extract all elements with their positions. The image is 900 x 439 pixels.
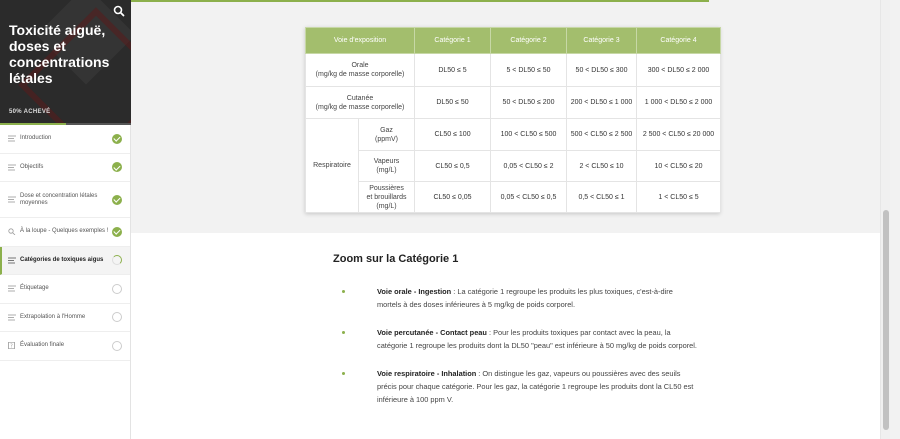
- sidebar: [0, 0, 131, 439]
- header-category-4: Catégorie 4: [637, 28, 721, 54]
- toxicity-categories-table: [305, 27, 720, 213]
- list-icon: [8, 314, 16, 321]
- not-started-icon: [112, 341, 122, 351]
- table-cell: 10 < CL50 ≤ 20: [637, 151, 721, 182]
- lesson-content: [131, 0, 890, 439]
- table-cell: 0,5 < CL50 ≤ 1: [567, 182, 637, 213]
- bullet-text: : La catégorie 1 regroupe les produits les plus toxiques, c'est-à-dire mortels à des doses inférieures à 5 mg/kg de poids corporel.: [377, 287, 673, 310]
- table-cell: DL50 ≤ 50: [415, 87, 491, 119]
- completed-check-icon: [112, 195, 122, 205]
- table-cell: 50 < DL50 ≤ 200: [491, 87, 567, 119]
- nav-item-dose-concentration[interactable]: [0, 182, 130, 218]
- nav-item-objectifs[interactable]: [0, 154, 130, 183]
- search-icon: [111, 3, 127, 19]
- nav-item-label: Catégories de toxiques aigus: [20, 256, 104, 263]
- lesson-nav: [0, 125, 130, 361]
- subroute-label: Vapeurs (mg/L): [359, 151, 415, 182]
- nav-item-label: Étiquetage: [20, 285, 49, 292]
- table-cell: 2 500 < CL50 ≤ 20 000: [637, 119, 721, 151]
- header-category-1: Catégorie 1: [415, 28, 491, 54]
- completed-check-icon: [112, 162, 122, 172]
- route-label: Orale (mg/kg de masse corporelle): [306, 54, 415, 87]
- header-category-3: Catégorie 3: [567, 28, 637, 54]
- quiz-icon: [8, 342, 16, 349]
- table-cell: 5 < DL50 ≤ 50: [491, 54, 567, 87]
- list-icon: [8, 135, 16, 142]
- magnifier-icon: [8, 228, 16, 235]
- table-cell: 50 < DL50 ≤ 300: [567, 54, 637, 87]
- bullet-dot: [342, 290, 345, 293]
- nav-item-label: À la loupe - Quelques exemples !: [20, 228, 109, 235]
- list-icon: [8, 257, 16, 264]
- bullet-term: Voie orale - Ingestion: [377, 287, 452, 296]
- route-label-respiratoire: Respiratoire: [306, 119, 359, 213]
- table-cell: 0,05 < CL50 ≤ 0,5: [491, 182, 567, 213]
- completed-check-icon: [112, 227, 122, 237]
- table-cell: 1 000 < DL50 ≤ 2 000: [637, 87, 721, 119]
- table-cell: 500 < CL50 ≤ 2 500: [567, 119, 637, 151]
- course-header: [0, 0, 131, 125]
- in-progress-icon: [112, 255, 122, 265]
- table-row-poussieres: [306, 182, 721, 213]
- bullet-voie-percutanee: [339, 326, 699, 353]
- route-label: Cutanée (mg/kg de masse corporelle): [306, 87, 415, 119]
- nav-item-label: Dose et concentration létales moyennes: [20, 192, 98, 206]
- table-row-cutanee: [306, 87, 721, 119]
- table-cell: CL50 ≤ 0,05: [415, 182, 491, 213]
- table-cell: 200 < DL50 ≤ 1 000: [567, 87, 637, 119]
- section-accent-line: [131, 0, 709, 2]
- nav-item-label: Objectifs: [20, 163, 44, 170]
- bullet-voie-orale: [339, 285, 699, 312]
- header-category-2: Catégorie 2: [491, 28, 567, 54]
- list-icon: [8, 164, 16, 171]
- list-icon: [8, 285, 16, 292]
- table-row-gaz: [306, 119, 721, 151]
- bullet-term: Voie respiratoire - Inhalation: [377, 368, 477, 378]
- nav-item-etiquetage[interactable]: [0, 275, 130, 304]
- not-started-icon: [112, 284, 122, 294]
- table-cell: 100 < CL50 ≤ 500: [491, 119, 567, 151]
- course-progress: [0, 105, 131, 125]
- table-cell: 0,05 < CL50 ≤ 2: [491, 151, 567, 182]
- list-icon: [8, 196, 16, 203]
- bullet-text: : On distingue les gaz, vapeurs ou poussières avec des seuils précis pour chaque catégorie. Pour les gaz, la catégorie 1 regroupe les produits dont la CL50 est inférieure à 100 ppm V.: [377, 368, 694, 405]
- table-header-row: [306, 28, 721, 54]
- nav-item-a-la-loupe[interactable]: [0, 218, 130, 247]
- nav-item-label: Évaluation finale: [20, 342, 65, 349]
- bullet-text: : Pour les produits toxiques par contact avec la peau, la catégorie 1 regroupe les produits dont la DL50 "peau" est inférieure à 50 mg/kg de poids corporel.: [377, 327, 697, 351]
- scrollbar-thumb[interactable]: [883, 210, 889, 430]
- header-exposure-route: Voie d'exposition: [306, 28, 415, 54]
- not-started-icon: [112, 312, 122, 322]
- bullet-dot: [342, 331, 345, 334]
- zoom-bullet-list: [339, 285, 699, 421]
- table-cell: 300 < DL50 ≤ 2 000: [637, 54, 721, 87]
- page-scrollbar[interactable]: [880, 0, 890, 439]
- bullet-term: Voie percutanée - Contact peau: [377, 327, 487, 337]
- nav-item-label: Introduction: [20, 135, 52, 142]
- nav-item-extrapolation[interactable]: [0, 304, 130, 333]
- subroute-label: Gaz (ppmV): [359, 119, 415, 151]
- zoom-heading: Zoom sur la Catégorie 1: [333, 253, 459, 265]
- table-cell: 1 < CL50 ≤ 5: [637, 182, 721, 213]
- progress-label: 50% ACHEVÉ: [9, 109, 51, 115]
- bullet-dot: [342, 372, 345, 375]
- nav-item-categories[interactable]: [0, 247, 130, 276]
- nav-item-introduction[interactable]: [0, 125, 130, 154]
- table-cell: CL50 ≤ 0,5: [415, 151, 491, 182]
- nav-item-label: Extrapolation à l'Homme: [20, 313, 86, 320]
- course-title: Toxicité aiguë, doses et concentrations létales: [9, 22, 110, 86]
- table-row-orale: [306, 54, 721, 87]
- table-cell: DL50 ≤ 5: [415, 54, 491, 87]
- bullet-voie-respiratoire: [339, 367, 699, 407]
- subroute-label: Poussières et brouillards (mg/L): [359, 182, 415, 213]
- svg-text:?: ?: [10, 343, 13, 350]
- completed-check-icon: [112, 134, 122, 144]
- nav-item-evaluation-finale[interactable]: [0, 332, 130, 361]
- search-button[interactable]: [111, 3, 127, 19]
- table-cell: CL50 ≤ 100: [415, 119, 491, 151]
- table-row-vapeurs: [306, 151, 721, 182]
- table-cell: 2 < CL50 ≤ 10: [567, 151, 637, 182]
